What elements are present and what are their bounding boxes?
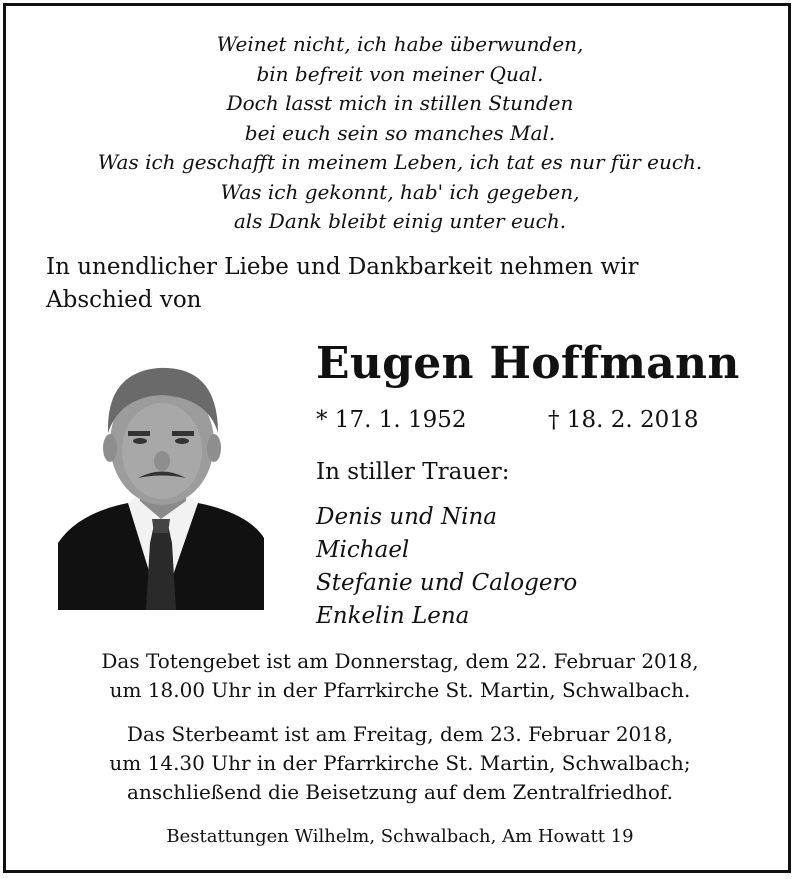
memorial-poem xyxy=(0,30,800,237)
mourners-label: In stiller Trauer: xyxy=(316,459,510,485)
notice-line: anschließend die Beisetzung auf dem Zentralfriedhof. xyxy=(127,780,673,804)
deceased-name: Eugen Hoffmann xyxy=(316,338,740,389)
poem-line: Doch lasst mich in stillen Stunden xyxy=(226,91,574,115)
poem-line: Was ich geschafft in meinem Leben, ich tat es nur für euch. xyxy=(97,150,703,174)
poem-line: bin befreit von meiner Qual. xyxy=(256,61,544,86)
mourner-name: Enkelin Lena xyxy=(316,603,470,629)
requiem-notice xyxy=(0,720,800,807)
intro-line: Abschied von xyxy=(46,287,202,313)
notice-line: um 14.30 Uhr in der Pfarrkirche St. Martin, Schwalbach; xyxy=(109,751,691,775)
undertaker-info: Bestattungen Wilhelm, Schwalbach, Am Howatt 19 xyxy=(166,826,634,847)
notice-line: Das Totengebet ist am Donnerstag, dem 22. Februar 2018, xyxy=(101,649,699,673)
notice-line: Das Sterbeamt ist am Freitag, dem 23. Februar 2018, xyxy=(126,722,674,746)
poem-line: Weinet nicht, ich habe überwunden, xyxy=(216,32,584,56)
death-date: † 18. 2. 2018 xyxy=(548,407,699,433)
intro-text xyxy=(46,251,638,317)
mourner-name: Michael xyxy=(316,537,410,563)
mourner-name: Stefanie und Calogero xyxy=(316,570,578,596)
notice-line: um 18.00 Uhr in der Pfarrkirche St. Martin, Schwalbach. xyxy=(109,678,691,702)
mourner-name: Denis und Nina xyxy=(316,504,498,530)
poem-line: bei euch sein so manches Mal. xyxy=(244,120,556,145)
birth-date: * 17. 1. 1952 xyxy=(316,407,467,433)
mourners-list xyxy=(316,501,577,633)
poem-line: Was ich gekonnt, hab' ich gegeben, xyxy=(220,179,580,204)
poem-line: als Dank bleibt einig unter euch. xyxy=(233,209,567,233)
intro-line: In unendlicher Liebe und Dankbarkeit nehmen wir xyxy=(46,254,639,280)
portrait-photo xyxy=(58,343,264,610)
prayer-notice xyxy=(0,647,800,705)
